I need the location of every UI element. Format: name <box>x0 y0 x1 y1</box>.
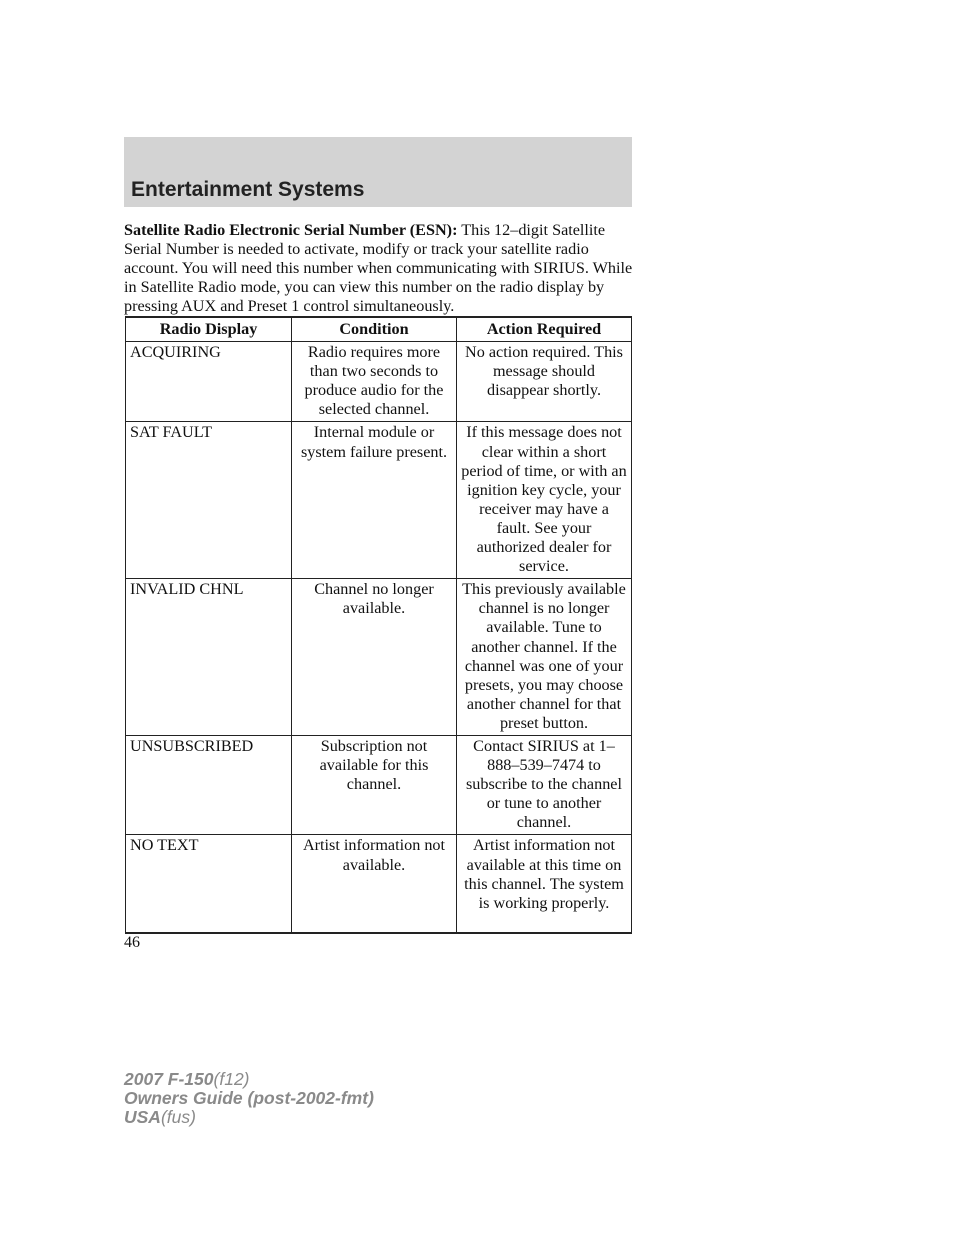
column-header-action-required: Action Required <box>457 317 632 342</box>
column-header-radio-display: Radio Display <box>126 317 292 342</box>
footer-guide: Owners Guide (post-2002-fmt) <box>124 1088 374 1108</box>
radio-display-table <box>125 316 632 934</box>
condition-cell: Channel no longer available. <box>292 579 457 736</box>
condition-cell: Artist information not available. <box>292 835 457 934</box>
esn-paragraph <box>124 221 636 316</box>
radio-display-cell: UNSUBSCRIBED <box>126 735 292 834</box>
action-cell: If this message does not clear within a short period of time, or with an ignition key cycle, your receiver may have a fault. See your authorized dealer for service. <box>457 422 632 579</box>
table-header-row <box>126 317 632 342</box>
footer-market: USA <box>124 1107 161 1127</box>
radio-display-cell: SAT FAULT <box>126 422 292 579</box>
radio-display-cell: ACQUIRING <box>126 342 292 422</box>
footer-market-code: (fus) <box>160 1107 196 1127</box>
radio-display-cell: NO TEXT <box>126 835 292 934</box>
section-title: Entertainment Systems <box>131 178 365 201</box>
action-cell: This previously available channel is no longer available. Tune to another channel. If the channel was one of your presets, you may choose another channel for that preset button. <box>457 579 632 736</box>
page-number: 46 <box>124 934 140 951</box>
footer-line-market <box>124 1108 374 1127</box>
condition-cell: Internal module or system failure present. <box>292 422 457 579</box>
condition-cell: Radio requires more than two seconds to produce audio for the selected channel. <box>292 342 457 422</box>
table-row <box>126 422 632 579</box>
condition-cell: Subscription not available for this channel. <box>292 735 457 834</box>
esn-text: This 12–digit Satellite Serial Number is needed to activate, modify or track your satellite radio account. You will need this number when communicating with SIRIUS. While in Satellite Radio mode, you can view this number on the radio display by pressing AUX and Preset 1 control simultaneously. <box>124 221 633 316</box>
table-row <box>126 835 632 934</box>
action-cell: No action required. This message should disappear shortly. <box>457 342 632 422</box>
table-row <box>126 735 632 834</box>
document-footer <box>124 1070 374 1127</box>
column-header-condition: Condition <box>292 317 457 342</box>
footer-model: 2007 F-150 <box>124 1069 214 1089</box>
table-row <box>126 342 632 422</box>
footer-model-code: (f12) <box>213 1069 250 1089</box>
radio-display-cell: INVALID CHNL <box>126 579 292 736</box>
table-row <box>126 579 632 736</box>
footer-line-model <box>124 1070 374 1089</box>
action-cell: Artist information not available at this time on this channel. The system is working properly. <box>457 835 632 934</box>
action-cell: Contact SIRIUS at 1–888–539–7474 to subscribe to the channel or tune to another channel. <box>457 735 632 834</box>
esn-lead: Satellite Radio Electronic Serial Number (ESN): <box>124 221 458 239</box>
